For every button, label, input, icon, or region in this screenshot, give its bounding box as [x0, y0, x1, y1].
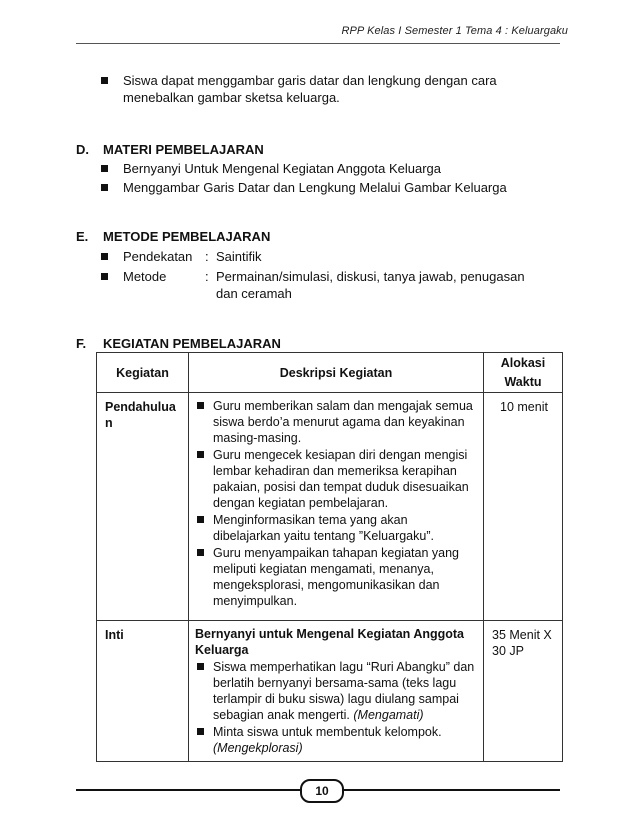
row-waktu: 10 menit — [484, 393, 563, 621]
square-bullet-icon — [101, 253, 108, 260]
method-row-approach — [101, 248, 551, 265]
list-item-text: Bernyanyi Untuk Mengenal Kegiatan Anggota Keluarga — [123, 161, 441, 176]
square-bullet-icon — [101, 77, 108, 84]
row-deskripsi — [189, 393, 484, 621]
section-e-title: METODE PEMBELAJARAN — [103, 229, 271, 244]
row-waktu: 35 Menit X 30 JP — [484, 621, 563, 762]
table-row — [97, 621, 563, 762]
square-bullet-icon — [101, 273, 108, 280]
square-bullet-icon — [197, 663, 204, 670]
list-item-text: Guru memberikan salam dan mengajak semua siswa berdo’a menurut agama dan keyakinan masing-masing. — [213, 399, 473, 445]
list-item — [195, 545, 477, 609]
list-item — [195, 447, 477, 511]
table-row — [97, 393, 563, 621]
list-item-text: Guru mengecek kesiapan diri dengan mengisi lembar kehadiran dan memeriksa kerapihan pakaian, posisi dan tempat duduk disesuaikan dengan kegiatan pembelajaran. — [213, 448, 469, 510]
list-item-text: Guru menyampaikan tahapan kegiatan yang meliputi kegiatan mengamati, menanya, mengeksplorasi, mengomunikasikan dan menyimpulkan. — [213, 546, 459, 608]
section-f-letter: F. — [76, 336, 87, 351]
header-rule — [76, 43, 560, 44]
square-bullet-icon — [197, 402, 204, 409]
list-item — [195, 398, 477, 446]
list-item — [101, 160, 551, 177]
list-item — [101, 72, 551, 106]
list-item-text: Menginformasikan tema yang akan dibelajarkan yaitu tentang ”Keluargaku”. — [213, 513, 434, 543]
row-subtitle: Bernyanyi untuk Mengenal Kegiatan Anggota Keluarga — [195, 627, 465, 657]
section-d-title: MATERI PEMBELAJARAN — [103, 142, 264, 157]
row-deskripsi — [189, 621, 484, 762]
method-separator: : — [205, 269, 209, 284]
square-bullet-icon — [197, 728, 204, 735]
header-deskripsi: Deskripsi Kegiatan — [189, 353, 484, 393]
list-item — [101, 179, 551, 196]
activity-note: (Mengamati) — [353, 708, 424, 722]
list-item-text: Siswa dapat menggambar garis datar dan lengkung dengan cara menebalkan gambar sketsa keluarga. — [123, 73, 497, 105]
method-row-method — [101, 268, 551, 302]
method-value: Saintifik — [216, 249, 262, 264]
method-key: Metode — [123, 269, 167, 284]
square-bullet-icon — [101, 165, 108, 172]
list-item-text: Menggambar Garis Datar dan Lengkung Melalui Gambar Keluarga — [123, 180, 507, 195]
list-item — [195, 724, 477, 756]
section-d-letter: D. — [76, 142, 89, 157]
header-alokasi: Alokasi Waktu — [484, 353, 563, 393]
section-e-letter: E. — [76, 229, 89, 244]
row-kegiatan: Inti — [97, 621, 189, 762]
method-key: Pendekatan — [123, 249, 193, 264]
method-value: Permainan/simulasi, diskusi, tanya jawab, penugasan dan ceramah — [216, 269, 525, 301]
table-header-row — [97, 353, 563, 393]
running-header: RPP Kelas I Semester 1 Tema 4 : Keluargaku — [341, 25, 568, 37]
activity-note: (Mengekplorasi) — [213, 741, 303, 755]
row-kegiatan: Pendahuluan — [97, 393, 189, 621]
square-bullet-icon — [101, 184, 108, 191]
header-kegiatan: Kegiatan — [97, 353, 189, 393]
page-number: 10 — [300, 779, 344, 803]
square-bullet-icon — [197, 549, 204, 556]
list-item — [195, 512, 477, 544]
method-separator: : — [205, 249, 209, 264]
section-f-title: KEGIATAN PEMBELAJARAN — [103, 336, 281, 351]
list-item — [195, 659, 477, 723]
list-item-text: Minta siswa untuk membentuk kelompok. — [213, 725, 442, 739]
square-bullet-icon — [197, 516, 204, 523]
square-bullet-icon — [197, 451, 204, 458]
activities-table — [96, 352, 563, 762]
list-item-text: Siswa memperhatikan lagu “Ruri Abangku” dan berlatih bernyanyi bersama-sama (teks lagu terlampir di buku siswa) lagu diulang sampai sebagian anak mengerti. — [213, 660, 475, 722]
